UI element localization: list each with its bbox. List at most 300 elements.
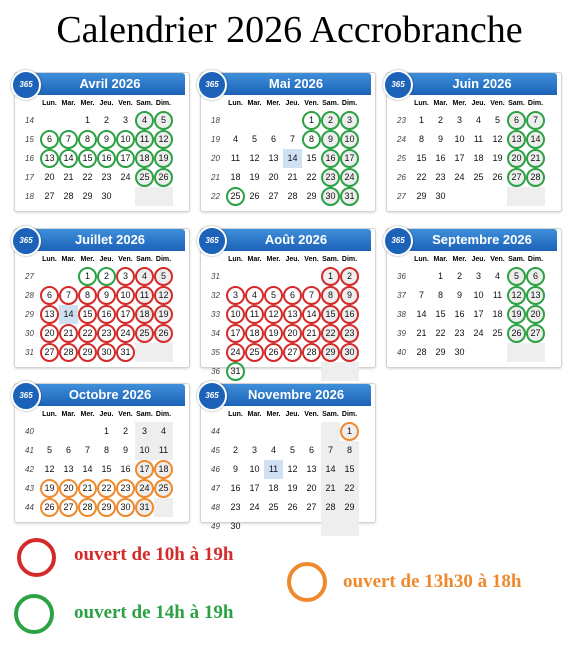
day-cell[interactable]: 25 [154,479,173,498]
day-cell[interactable]: 22 [97,479,116,498]
day-cell[interactable]: 19 [154,149,173,168]
day-cell[interactable]: 10 [135,441,154,460]
day-cell[interactable]: 5 [154,267,173,286]
day-cell[interactable]: 27 [59,498,78,517]
day-cell[interactable]: 30 [340,343,359,362]
day-cell[interactable]: 6 [65,445,71,455]
day-cell[interactable]: 1 [437,271,443,281]
day-cell[interactable]: 24 [116,324,135,343]
day-cell[interactable]: 25 [268,502,279,512]
day-cell[interactable]: 18 [473,153,484,163]
day-cell[interactable]: 27 [40,343,59,362]
day-cell[interactable]: 26 [40,498,59,517]
day-cell[interactable]: 3 [475,271,481,281]
day-cell[interactable]: 8 [78,130,97,149]
day-cell[interactable]: 27 [268,191,279,201]
day-cell[interactable]: 7 [289,134,295,144]
day-cell[interactable]: 26 [249,191,260,201]
day-cell[interactable]: 1 [302,111,321,130]
day-cell[interactable]: 7 [84,445,90,455]
day-cell[interactable]: 31 [135,498,154,517]
day-cell[interactable]: 26 [154,324,173,343]
day-cell[interactable]: 15 [78,305,97,324]
day-cell[interactable]: 12 [507,286,526,305]
day-cell[interactable]: 22 [435,328,446,338]
day-cell[interactable]: 12 [44,464,55,474]
day-cell[interactable]: 16 [230,483,241,493]
day-cell[interactable]: 11 [230,153,241,163]
week-number: 31 [211,272,220,281]
day-cell[interactable]: 18 [268,483,279,493]
day-cell[interactable]: 7 [59,130,78,149]
week-number: 38 [397,310,406,319]
day-cell[interactable]: 21 [78,479,97,498]
day-cell[interactable]: 10 [454,134,465,144]
day-cell[interactable]: 16 [435,153,446,163]
day-cell[interactable]: 25 [135,168,154,187]
empty-day-cell [264,111,283,130]
day-cell[interactable]: 19 [507,305,526,324]
day-cell[interactable]: 2 [232,445,238,455]
day-cell[interactable]: 29 [340,498,359,517]
day-cell[interactable]: 27 [507,168,526,187]
empty-day-cell [154,343,173,362]
day-cell[interactable]: 18 [230,172,241,182]
week-number: 40 [25,427,34,436]
day-cell[interactable]: 12 [154,130,173,149]
day-cell[interactable]: 22 [340,479,359,498]
day-cell[interactable]: 14 [82,464,93,474]
day-cell[interactable]: 22 [416,172,427,182]
day-cell[interactable]: 26 [287,502,298,512]
day-cell[interactable]: 6 [526,267,545,286]
day-cell[interactable]: 11 [135,286,154,305]
day-cell[interactable]: 15 [435,309,446,319]
day-cell[interactable]: 23 [101,172,112,182]
day-cell[interactable]: 13 [268,153,279,163]
day-cell[interactable]: 5 [507,267,526,286]
day-cell[interactable]: 2 [456,271,462,281]
day-cell[interactable]: 9 [97,286,116,305]
day-cell[interactable]: 25 [135,324,154,343]
day-cell[interactable]: 1 [103,426,109,436]
day-cell[interactable]: 4 [154,422,173,441]
day-cell[interactable]: 3 [251,445,257,455]
weekday-header: Dim. [341,100,358,107]
day-cell[interactable]: 14 [302,305,321,324]
day-cell[interactable]: 7 [302,286,321,305]
month-header [391,229,557,251]
day-cell[interactable]: 17 [116,149,135,168]
day-cell[interactable]: 19 [40,479,59,498]
day-cell[interactable]: 15 [416,153,427,163]
day-cell[interactable]: 19 [492,153,503,163]
weekday-header: Sam. [136,256,153,263]
day-cell[interactable]: 10 [116,130,135,149]
day-cell[interactable]: 14 [526,130,545,149]
day-cell[interactable]: 29 [78,343,97,362]
day-cell[interactable]: 4 [494,271,500,281]
day-cell[interactable]: 7 [418,290,424,300]
day-cell[interactable]: 15 [101,464,112,474]
day-cell[interactable]: 27 [283,343,302,362]
day-cell[interactable]: 4 [232,134,238,144]
day-cell[interactable]: 8 [103,445,109,455]
day-cell[interactable]: 4 [270,445,276,455]
day-cell[interactable]: 4 [475,115,481,125]
calendar-365-icon: 365 [197,70,227,100]
day-cell[interactable]: 12 [287,464,298,474]
day-cell[interactable]: 10 [340,130,359,149]
day-cell[interactable]: 15 [340,460,359,479]
day-cell[interactable]: 14 [59,149,78,168]
day-cell[interactable]: 23 [454,328,465,338]
empty-day-cell [507,187,526,206]
weekday-header: Mar. [433,256,448,263]
week-number: 35 [211,348,220,357]
day-cell[interactable]: 26 [492,172,503,182]
day-cell[interactable]: 24 [120,172,131,182]
calendar-365-icon: 365 [197,226,227,256]
day-cell[interactable]: 6 [270,134,276,144]
day-cell[interactable]: 17 [340,149,359,168]
day-cell[interactable]: 20 [306,483,317,493]
day-cell[interactable]: 22 [306,172,317,182]
day-cell[interactable]: 19 [287,483,298,493]
day-cell[interactable]: 14 [283,149,302,168]
day-cell[interactable]: 11 [264,460,283,479]
day-cell[interactable]: 16 [340,305,359,324]
day-cell[interactable]: 5 [251,134,257,144]
day-cell[interactable]: 5 [289,445,295,455]
month-title: Avril 2026 [79,76,141,91]
day-cell[interactable]: 10 [116,286,135,305]
day-cell[interactable]: 24 [454,172,465,182]
day-cell[interactable]: 30 [230,521,241,531]
day-cell[interactable]: 28 [63,191,74,201]
day-cell[interactable]: 20 [526,305,545,324]
empty-day-cell [321,517,340,536]
empty-day-cell [264,517,283,536]
weekday-header: Mar. [247,411,262,418]
day-cell[interactable]: 25 [226,187,245,206]
weekday-header: Ven. [118,100,133,107]
day-cell[interactable]: 11 [135,130,154,149]
week-number: 37 [397,291,406,300]
day-cell[interactable]: 19 [249,172,260,182]
day-cell[interactable]: 2 [340,267,359,286]
day-cell[interactable]: 3 [456,115,462,125]
day-cell[interactable]: 9 [122,445,128,455]
day-cell[interactable]: 30 [321,187,340,206]
day-cell[interactable]: 9 [232,464,238,474]
day-cell[interactable]: 21 [302,324,321,343]
day-cell[interactable]: 20 [44,172,55,182]
day-cell[interactable]: 24 [135,479,154,498]
day-cell[interactable]: 17 [249,483,260,493]
day-cell[interactable]: 28 [321,498,340,517]
day-cell[interactable]: 20 [59,479,78,498]
weekday-header: Ven. [490,256,505,263]
day-cell[interactable]: 5 [154,111,173,130]
day-cell[interactable]: 7 [321,441,340,460]
day-cell[interactable]: 28 [59,343,78,362]
day-cell[interactable]: 5 [264,286,283,305]
day-cell[interactable]: 21 [416,328,427,338]
day-cell[interactable]: 3 [116,267,135,286]
day-cell[interactable]: 12 [264,305,283,324]
day-cell[interactable]: 6 [308,445,314,455]
day-cell[interactable]: 18 [154,460,173,479]
day-cell[interactable]: 4 [135,111,154,130]
day-cell[interactable]: 9 [437,134,443,144]
day-cell[interactable]: 12 [492,134,503,144]
day-cell[interactable]: 5 [494,115,500,125]
day-cell[interactable]: 30 [97,343,116,362]
day-cell[interactable]: 20 [507,149,526,168]
day-cell[interactable]: 13 [283,305,302,324]
legend-orange-circle [287,562,327,602]
day-cell[interactable]: 29 [435,347,446,357]
month-header [205,73,371,95]
day-cell[interactable]: 3 [135,422,154,441]
day-cell[interactable]: 14 [321,460,340,479]
day-cell[interactable]: 23 [321,168,340,187]
day-cell[interactable]: 25 [473,172,484,182]
day-cell[interactable]: 6 [507,111,526,130]
day-cell[interactable]: 10 [226,305,245,324]
weekday-header: Mer. [80,256,95,263]
week-number: 40 [397,348,406,357]
day-cell[interactable]: 11 [492,290,503,300]
day-cell[interactable]: 1 [84,115,90,125]
empty-day-cell [40,267,59,286]
day-cell[interactable]: 2 [97,267,116,286]
day-cell[interactable]: 4 [245,286,264,305]
day-cell[interactable]: 24 [473,328,484,338]
week-number: 36 [211,367,220,376]
day-cell[interactable]: 13 [40,305,59,324]
day-cell[interactable]: 30 [435,191,446,201]
day-cell[interactable]: 11 [245,305,264,324]
day-cell[interactable]: 21 [63,172,74,182]
day-cell[interactable]: 14 [59,305,78,324]
day-cell[interactable]: 25 [492,328,503,338]
day-cell[interactable]: 16 [97,305,116,324]
day-cell[interactable]: 28 [416,347,427,357]
day-cell[interactable]: 1 [78,267,97,286]
empty-day-cell [488,343,507,362]
day-cell[interactable]: 18 [135,305,154,324]
day-cell[interactable]: 22 [78,324,97,343]
day-cell[interactable]: 31 [340,187,359,206]
day-cell[interactable]: 29 [97,498,116,517]
day-cell[interactable]: 15 [78,149,97,168]
day-cell[interactable]: 28 [302,343,321,362]
day-cell[interactable]: 17 [135,460,154,479]
day-cell[interactable]: 14 [416,309,427,319]
day-cell[interactable]: 22 [82,172,93,182]
day-cell[interactable]: 10 [473,290,484,300]
empty-day-cell [488,187,507,206]
day-cell[interactable]: 23 [340,324,359,343]
day-cell[interactable]: 28 [287,191,298,201]
weekday-header: Sam. [508,256,525,263]
week-number: 20 [211,154,220,163]
day-cell[interactable]: 23 [97,324,116,343]
weekday-header: Ven. [304,256,319,263]
day-cell[interactable]: 17 [454,153,465,163]
empty-day-cell [283,111,302,130]
day-cell[interactable]: 18 [245,324,264,343]
day-cell[interactable]: 20 [40,324,59,343]
empty-day-cell [59,111,78,130]
day-cell[interactable]: 29 [82,191,93,201]
day-cell[interactable]: 23 [230,502,241,512]
day-cell[interactable]: 1 [321,267,340,286]
day-cell[interactable]: 16 [97,149,116,168]
day-cell[interactable]: 16 [120,464,131,474]
day-cell[interactable]: 4 [135,267,154,286]
day-cell[interactable]: 8 [340,441,359,460]
weekday-header: Lun. [228,256,243,263]
day-cell[interactable]: 16 [454,309,465,319]
day-cell[interactable]: 26 [264,343,283,362]
day-cell[interactable]: 3 [122,115,128,125]
weekday-header: Dim. [527,100,544,107]
day-cell[interactable]: 3 [226,286,245,305]
week-number: 43 [25,484,34,493]
day-cell[interactable]: 13 [63,464,74,474]
day-cell[interactable]: 24 [226,343,245,362]
month-header [391,73,557,95]
weekday-header: Mer. [266,411,281,418]
day-cell[interactable]: 17 [473,309,484,319]
day-cell[interactable]: 8 [302,130,321,149]
day-cell[interactable]: 9 [340,286,359,305]
day-cell[interactable]: 18 [135,149,154,168]
day-cell[interactable]: 2 [437,115,443,125]
day-cell[interactable]: 31 [226,362,245,381]
day-cell[interactable]: 26 [154,168,173,187]
day-cell[interactable]: 6 [40,286,59,305]
day-cell[interactable]: 7 [526,111,545,130]
day-cell[interactable]: 23 [116,479,135,498]
day-cell[interactable]: 20 [268,172,279,182]
day-cell[interactable]: 10 [249,464,260,474]
legend-red-circle [17,538,56,577]
empty-day-cell [264,267,283,286]
day-cell[interactable]: 15 [321,305,340,324]
day-cell[interactable]: 11 [154,441,173,460]
day-cell[interactable]: 28 [526,168,545,187]
day-cell[interactable]: 16 [321,149,340,168]
day-cell[interactable]: 13 [507,130,526,149]
day-cell[interactable]: 21 [287,172,298,182]
day-cell[interactable]: 25 [245,343,264,362]
day-cell[interactable]: 22 [321,324,340,343]
day-cell[interactable]: 30 [454,347,465,357]
day-cell[interactable]: 27 [44,191,55,201]
day-cell[interactable]: 30 [116,498,135,517]
day-cell[interactable]: 23 [435,172,446,182]
day-cell[interactable]: 26 [507,324,526,343]
day-cell[interactable]: 18 [492,309,503,319]
day-cell[interactable]: 2 [103,115,109,125]
day-cell[interactable]: 7 [59,286,78,305]
day-cell[interactable]: 20 [283,324,302,343]
weekday-header: Jeu. [471,256,486,263]
day-cell[interactable]: 6 [40,130,59,149]
weekday-header: Dim. [527,256,544,263]
day-cell[interactable]: 30 [101,191,112,201]
day-cell[interactable]: 31 [116,343,135,362]
day-cell[interactable]: 29 [321,343,340,362]
day-cell[interactable]: 29 [416,191,427,201]
weekday-header: Mer. [266,256,281,263]
day-cell[interactable]: 19 [154,305,173,324]
day-cell[interactable]: 6 [283,286,302,305]
day-cell[interactable]: 2 [122,426,128,436]
week-number: 27 [25,272,34,281]
day-cell[interactable]: 29 [306,191,317,201]
day-cell[interactable]: 27 [306,502,317,512]
day-cell[interactable]: 24 [249,502,260,512]
day-cell[interactable]: 21 [526,149,545,168]
weekday-header: Mer. [452,256,467,263]
day-cell[interactable]: 8 [78,286,97,305]
legend-green-circle [14,594,54,634]
day-cell[interactable]: 13 [306,464,317,474]
month-title: Juin 2026 [452,76,512,91]
day-cell[interactable]: 1 [340,422,359,441]
day-cell[interactable]: 8 [437,290,443,300]
day-cell[interactable]: 13 [526,286,545,305]
day-cell[interactable]: 11 [473,134,484,144]
day-cell[interactable]: 15 [306,153,317,163]
weekday-header: Dim. [155,411,172,418]
empty-day-cell [283,362,302,381]
day-cell[interactable]: 8 [321,286,340,305]
day-cell[interactable]: 8 [418,134,424,144]
month-calendar [14,383,190,523]
day-cell[interactable]: 1 [418,115,424,125]
week-number: 18 [25,192,34,201]
day-cell[interactable]: 9 [456,290,462,300]
day-cell[interactable]: 28 [78,498,97,517]
day-cell[interactable]: 17 [226,324,245,343]
day-cell[interactable]: 3 [340,111,359,130]
empty-day-cell [226,111,245,130]
day-cell[interactable]: 5 [46,445,52,455]
day-cell[interactable]: 13 [40,149,59,168]
day-cell[interactable]: 21 [59,324,78,343]
weekday-header: Ven. [490,100,505,107]
day-cell[interactable]: 9 [321,130,340,149]
day-cell[interactable]: 2 [321,111,340,130]
day-cell[interactable]: 24 [340,168,359,187]
day-cell[interactable]: 9 [97,130,116,149]
day-cell[interactable]: 12 [249,153,260,163]
day-cell[interactable]: 21 [321,479,340,498]
day-cell[interactable]: 27 [526,324,545,343]
day-cell[interactable]: 17 [116,305,135,324]
day-cell[interactable]: 12 [154,286,173,305]
day-cell[interactable]: 19 [264,324,283,343]
calendar-365-icon: 365 [383,70,413,100]
weekday-header: Jeu. [285,256,300,263]
weekday-header: Sam. [508,100,525,107]
